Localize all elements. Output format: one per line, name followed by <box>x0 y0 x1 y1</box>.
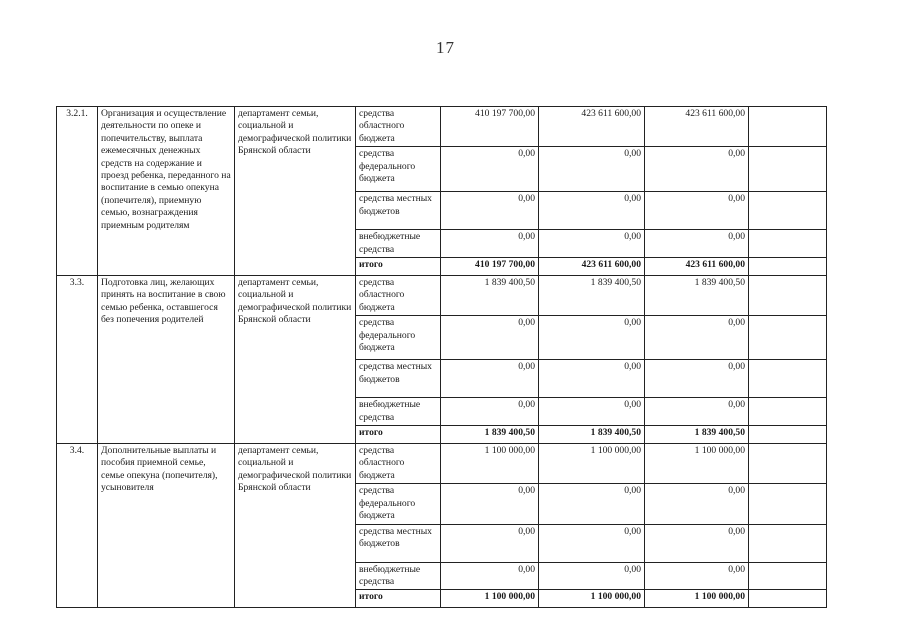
amount-year-1: 1 100 000,00 <box>441 444 539 484</box>
funding-source: средства местных бюджетов <box>356 360 441 398</box>
empty-cell <box>749 258 827 276</box>
funding-source: средства областного бюджета <box>356 107 441 147</box>
amount-year-3: 423 611 600,00 <box>645 258 749 276</box>
item-number: 3.2.1. <box>57 107 98 276</box>
empty-cell <box>749 562 827 590</box>
funding-source: средства областного бюджета <box>356 444 441 484</box>
funding-source: средства местных бюджетов <box>356 524 441 562</box>
amount-year-2: 1 100 000,00 <box>539 444 645 484</box>
amount-year-2: 0,00 <box>539 562 645 590</box>
amount-year-3: 1 839 400,50 <box>645 426 749 444</box>
amount-year-1: 1 839 400,50 <box>441 426 539 444</box>
amount-year-1: 1 839 400,50 <box>441 276 539 316</box>
responsible-department: департамент семьи, социальной и демографической политики Брянской области <box>235 107 356 276</box>
amount-year-1: 0,00 <box>441 230 539 258</box>
amount-year-2: 0,00 <box>539 316 645 360</box>
table-row <box>57 107 827 147</box>
empty-cell <box>749 230 827 258</box>
empty-cell <box>749 426 827 444</box>
empty-cell <box>749 147 827 192</box>
amount-year-2: 1 839 400,50 <box>539 276 645 316</box>
activity-name: Дополнительные выплаты и пособия приемной семье, семье опекуна (попечителя), усыновителя <box>98 444 235 608</box>
activity-name: Организация и осуществление деятельности по опеке и попечительству, выплата ежемесячных денежных средств на содержание и проезд ребенка, переданного на воспитание в семью опекуна (попечителя), приемную семью, вознаграждения приемным родителям <box>98 107 235 276</box>
empty-cell <box>749 444 827 484</box>
amount-year-2: 0,00 <box>539 360 645 398</box>
amount-year-1: 0,00 <box>441 398 539 426</box>
funding-source: внебюджетные средства <box>356 562 441 590</box>
item-number: 3.3. <box>57 276 98 444</box>
amount-year-3: 0,00 <box>645 230 749 258</box>
funding-source: внебюджетные средства <box>356 230 441 258</box>
page-number: 17 <box>436 38 455 57</box>
amount-year-1: 0,00 <box>441 360 539 398</box>
amount-year-3: 0,00 <box>645 524 749 562</box>
amount-year-1: 0,00 <box>441 524 539 562</box>
total-label: итого <box>356 426 441 444</box>
activity-name: Подготовка лиц, желающих принять на воспитание в свою семью ребенка, оставшегося без попечения родителей <box>98 276 235 444</box>
empty-cell <box>749 360 827 398</box>
amount-year-3: 1 100 000,00 <box>645 590 749 608</box>
funding-source: средства областного бюджета <box>356 276 441 316</box>
budget-table-body <box>57 107 827 608</box>
amount-year-3: 0,00 <box>645 147 749 192</box>
empty-cell <box>749 107 827 147</box>
amount-year-1: 0,00 <box>441 484 539 524</box>
amount-year-1: 410 197 700,00 <box>441 258 539 276</box>
amount-year-3: 423 611 600,00 <box>645 107 749 147</box>
amount-year-1: 0,00 <box>441 316 539 360</box>
amount-year-3: 1 839 400,50 <box>645 276 749 316</box>
item-number: 3.4. <box>57 444 98 608</box>
empty-cell <box>749 590 827 608</box>
amount-year-3: 1 100 000,00 <box>645 444 749 484</box>
budget-table <box>56 106 827 608</box>
amount-year-2: 423 611 600,00 <box>539 107 645 147</box>
empty-cell <box>749 192 827 230</box>
amount-year-3: 0,00 <box>645 316 749 360</box>
amount-year-1: 0,00 <box>441 562 539 590</box>
amount-year-2: 1 839 400,50 <box>539 426 645 444</box>
funding-source: средства федерального бюджета <box>356 484 441 524</box>
amount-year-1: 0,00 <box>441 147 539 192</box>
funding-source: средства федерального бюджета <box>356 316 441 360</box>
amount-year-3: 0,00 <box>645 484 749 524</box>
amount-year-2: 423 611 600,00 <box>539 258 645 276</box>
amount-year-1: 0,00 <box>441 192 539 230</box>
amount-year-2: 0,00 <box>539 484 645 524</box>
amount-year-3: 0,00 <box>645 562 749 590</box>
empty-cell <box>749 398 827 426</box>
amount-year-2: 0,00 <box>539 398 645 426</box>
amount-year-2: 0,00 <box>539 230 645 258</box>
funding-source: внебюджетные средства <box>356 398 441 426</box>
amount-year-2: 0,00 <box>539 192 645 230</box>
empty-cell <box>749 316 827 360</box>
amount-year-3: 0,00 <box>645 360 749 398</box>
total-label: итого <box>356 258 441 276</box>
amount-year-3: 0,00 <box>645 398 749 426</box>
amount-year-3: 0,00 <box>645 192 749 230</box>
empty-cell <box>749 524 827 562</box>
empty-cell <box>749 484 827 524</box>
funding-source: средства федерального бюджета <box>356 147 441 192</box>
table-row <box>57 276 827 316</box>
amount-year-1: 410 197 700,00 <box>441 107 539 147</box>
responsible-department: департамент семьи, социальной и демографической политики Брянской области <box>235 276 356 444</box>
total-label: итого <box>356 590 441 608</box>
table-row <box>57 444 827 484</box>
amount-year-1: 1 100 000,00 <box>441 590 539 608</box>
amount-year-2: 1 100 000,00 <box>539 590 645 608</box>
amount-year-2: 0,00 <box>539 147 645 192</box>
empty-cell <box>749 276 827 316</box>
funding-source: средства местных бюджетов <box>356 192 441 230</box>
responsible-department: департамент семьи, социальной и демографической политики Брянской области <box>235 444 356 608</box>
amount-year-2: 0,00 <box>539 524 645 562</box>
